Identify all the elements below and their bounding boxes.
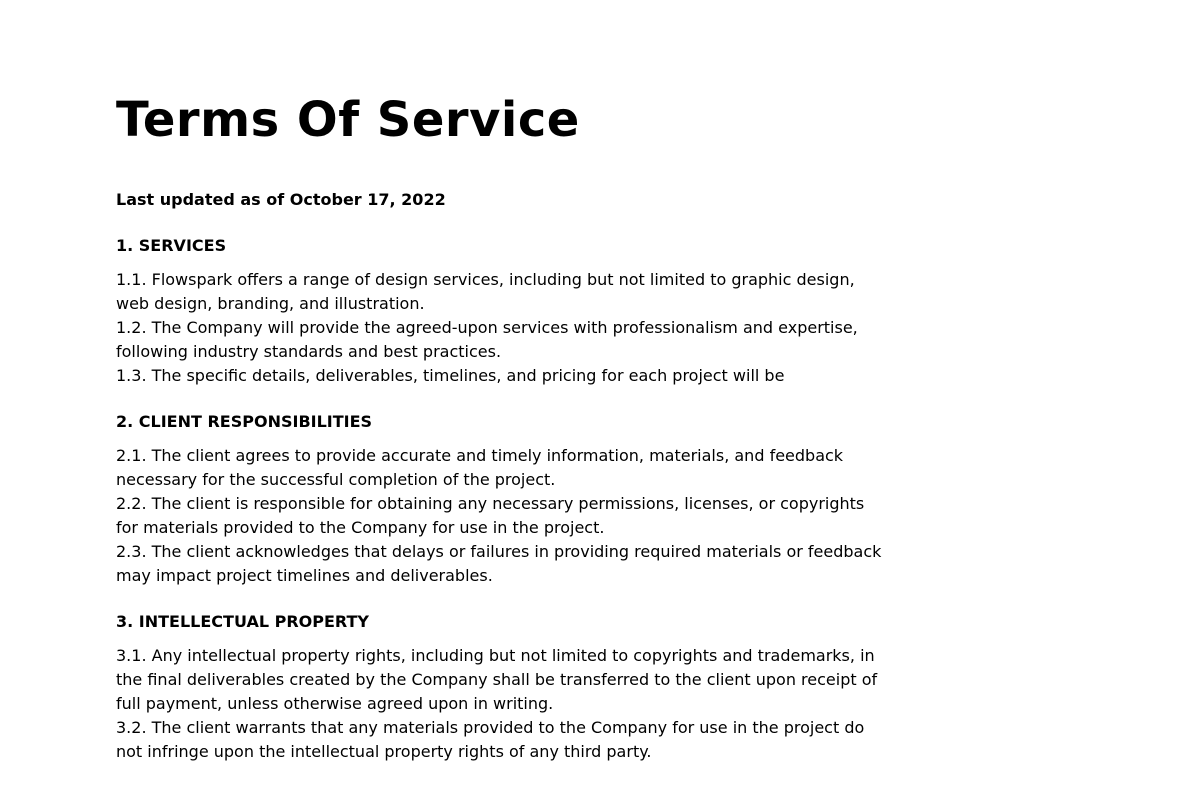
section-intellectual-property (116, 610, 886, 764)
section-clauses (116, 444, 886, 588)
page-title: Terms Of Service (116, 92, 580, 148)
section-clauses (116, 268, 886, 388)
clause-text: 3.2. The client warrants that any materials provided to the Company for use in the project do not infringe upon the intellectual property rights of any third party. (116, 718, 865, 762)
section-clauses (116, 644, 886, 764)
clause-text: 1.3. The specific details, deliverables, timelines, and pricing for each project will be (116, 366, 785, 386)
last-updated-text: Last updated as of October 17, 2022 (116, 190, 446, 210)
section-services (116, 234, 886, 388)
section-heading-intellectual-property: 3. INTELLECTUAL PROPERTY (116, 612, 369, 632)
section-heading-client-responsibilities: 2. CLIENT RESPONSIBILITIES (116, 412, 373, 432)
clause-text: 2.3. The client acknowledges that delays or failures in providing required materials or feedback may impact project timelines and deliverables. (116, 542, 882, 586)
section-client-responsibilities (116, 410, 886, 588)
clause-text: 3.1. Any intellectual property rights, including but not limited to copyrights and trademarks, in the final deliverables created by the Company shall be transferred to the client upon receipt of full payment, unless otherwise agreed upon in writing. (116, 646, 878, 714)
clause-text: 2.1. The client agrees to provide accurate and timely information, materials, and feedback necessary for the successful completion of the project. (116, 446, 844, 490)
clause-text: 2.2. The client is responsible for obtaining any necessary permissions, licenses, or copyrights for materials provided to the Company for use in the project. (116, 494, 865, 538)
clause-text: 1.1. Flowspark offers a range of design services, including but not limited to graphic design, web design, branding, and illustration. (116, 270, 855, 314)
clause-text: 1.2. The Company will provide the agreed-upon services with professionalism and expertise, following industry standards and best practices. (116, 318, 858, 362)
section-heading-services: 1. SERVICES (116, 236, 227, 256)
